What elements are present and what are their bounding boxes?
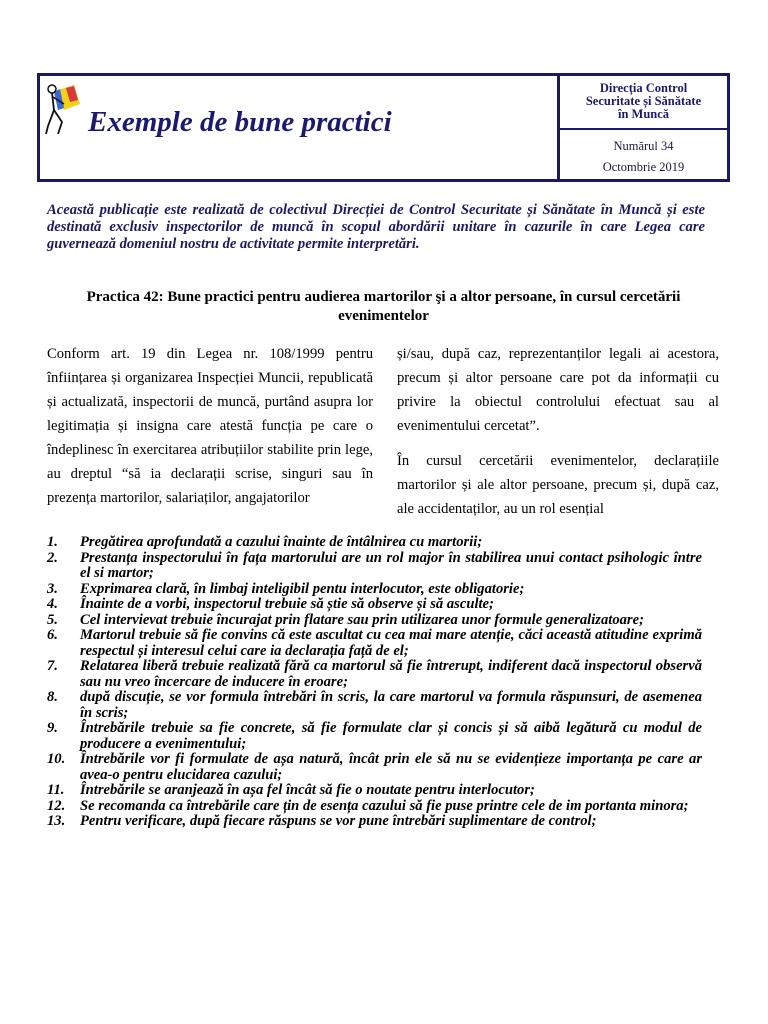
list-item-text: Pentru verificare, după fiecare răspuns se vor pune întrebări suplimentare de control; <box>80 813 597 829</box>
list-item-text: Întrebările se aranjează în așa fel încât să fie o noutate pentru interlocutor; <box>80 782 535 798</box>
worker-logo-icon <box>44 82 84 136</box>
list-item-text: după discuție, se vor formula întrebări în scris, la care martorul va formula răspunsuri, de asemenea în scris; <box>80 689 702 721</box>
list-item-number: 12. <box>47 797 66 814</box>
list-item <box>47 535 702 551</box>
body-column-right <box>397 342 719 521</box>
list-item-number: 11. <box>47 782 65 798</box>
list-item <box>47 659 702 690</box>
list-item-text: Se recomanda ca întrebările care țin de esența cazului să fie puse printre cele de im portanta minora; <box>80 797 689 814</box>
list-item-text: Relatarea liberă trebuie realizată fără ca martorul să fie întrerupt, indiferent dacă inspectorul observă sau nu vreo încercare de inducere în eroare; <box>80 658 702 690</box>
list-item-number: 10. <box>47 751 66 767</box>
list-item-number: 3. <box>47 580 58 597</box>
practice-title: Practica 42: Bune practici pentru audierea martorilor şi a altor persoane, în cursul cercetării evenimentelor <box>86 289 681 324</box>
department-line: Securitate și Sănătate <box>585 94 702 108</box>
list-item <box>47 628 702 659</box>
list-item <box>47 721 702 752</box>
list-item-text: Martorul trebuie să fie convins că este ascultat cu cea mai mare atenție, căci această atitudine exprimă respectul și interesul celui care ia declarația față de el; <box>80 627 702 659</box>
list-item-number: 2. <box>47 549 58 566</box>
list-item-number: 4. <box>47 596 58 612</box>
list-item-number: 8. <box>47 689 58 705</box>
list-item <box>47 597 702 613</box>
list-item-text: Întrebările trebuie sa fie concrete, să fie formulate clar și concis și să aibă legătură cu modul de producere a evenimentului; <box>80 720 702 752</box>
list-item <box>47 690 702 721</box>
issue-number: Numărul 34 <box>613 139 674 153</box>
list-item-number: 1. <box>47 534 58 550</box>
intro-paragraph: Această publicație este realizată de colectivul Direcției de Control Securitate și Sănătate în Muncă și este destinată exclusiv inspectorilor de muncă în scopul abordării unitare în cazurile în care Legea care guvernează domeniul nostru de activitate permite interpretări. <box>47 202 705 252</box>
list-item-number: 9. <box>47 720 58 736</box>
list-item-text: Cel intervievat trebuie încurajat prin flatare sau prin utilizarea unor formule generalizatoare; <box>80 611 644 628</box>
list-item-number: 13. <box>47 813 66 829</box>
practice-steps-list <box>47 535 702 830</box>
issue-date: Octombrie 2019 <box>602 160 685 174</box>
newsletter-header <box>37 73 730 182</box>
department-line: în Muncă <box>617 107 670 121</box>
issue-info <box>562 136 725 178</box>
department-name <box>562 82 725 121</box>
list-item-text: Pregătirea aprofundată a cazului înainte de întâlnirea cu martorii; <box>80 534 483 550</box>
list-item-text: Exprimarea clară, în limbaj inteligibil pentu interlocutor, este obligatorie; <box>80 580 525 597</box>
list-item <box>47 551 702 582</box>
department-line: Direcția Control <box>599 81 688 95</box>
body-column-left <box>47 342 373 510</box>
newsletter-title: Exemple de bune practici <box>88 106 392 138</box>
list-item <box>47 752 702 783</box>
list-item <box>47 582 702 598</box>
list-item <box>47 783 702 799</box>
header-divider-horizontal <box>560 128 727 130</box>
body-paragraph: și/sau, după caz, reprezentanților legali ai acestora, precum și altor persoane care pot da informații cu privire la obiectul controlului efectuat sau al evenimentului cercetat”. <box>397 346 719 434</box>
list-item-text: Întrebările vor fi formulate de așa natură, încât prin ele să nu se evidențieze importanța pe care ar avea-o pentru elucidarea cazului; <box>80 751 702 783</box>
list-item <box>47 814 702 830</box>
list-item-text: Prestanța inspectorului în fața martorului are un rol major în stabilirea unui contact psihologic între el si martor; <box>80 549 702 581</box>
list-item-text: Înainte de a vorbi, inspectorul trebuie să știe să observe și să asculte; <box>80 596 494 612</box>
list-item <box>47 613 702 629</box>
list-item-number: 6. <box>47 627 58 643</box>
body-paragraph: În cursul cercetării evenimentelor, declarațiile martorilor și ale altor persoane, precum și, după caz, ale accidentaților, au un rol esențial <box>397 453 719 517</box>
list-item <box>47 799 702 815</box>
list-item-number: 7. <box>47 658 58 674</box>
list-item-number: 5. <box>47 611 58 628</box>
body-paragraph: Conform art. 19 din Legea nr. 108/1999 pentru înființarea și organizarea Inspecției Muncii, republicată și actualizată, inspectorii de muncă, purtând asupra lor legitimația și insigna care atestă funcția pe care o îndeplinesc în exercitarea atribuțiilor stabilite prin lege, au dreptul “să ia declarații scrise, singuri sau în prezența martorilor, salariaților, angajatorilor <box>47 346 373 506</box>
